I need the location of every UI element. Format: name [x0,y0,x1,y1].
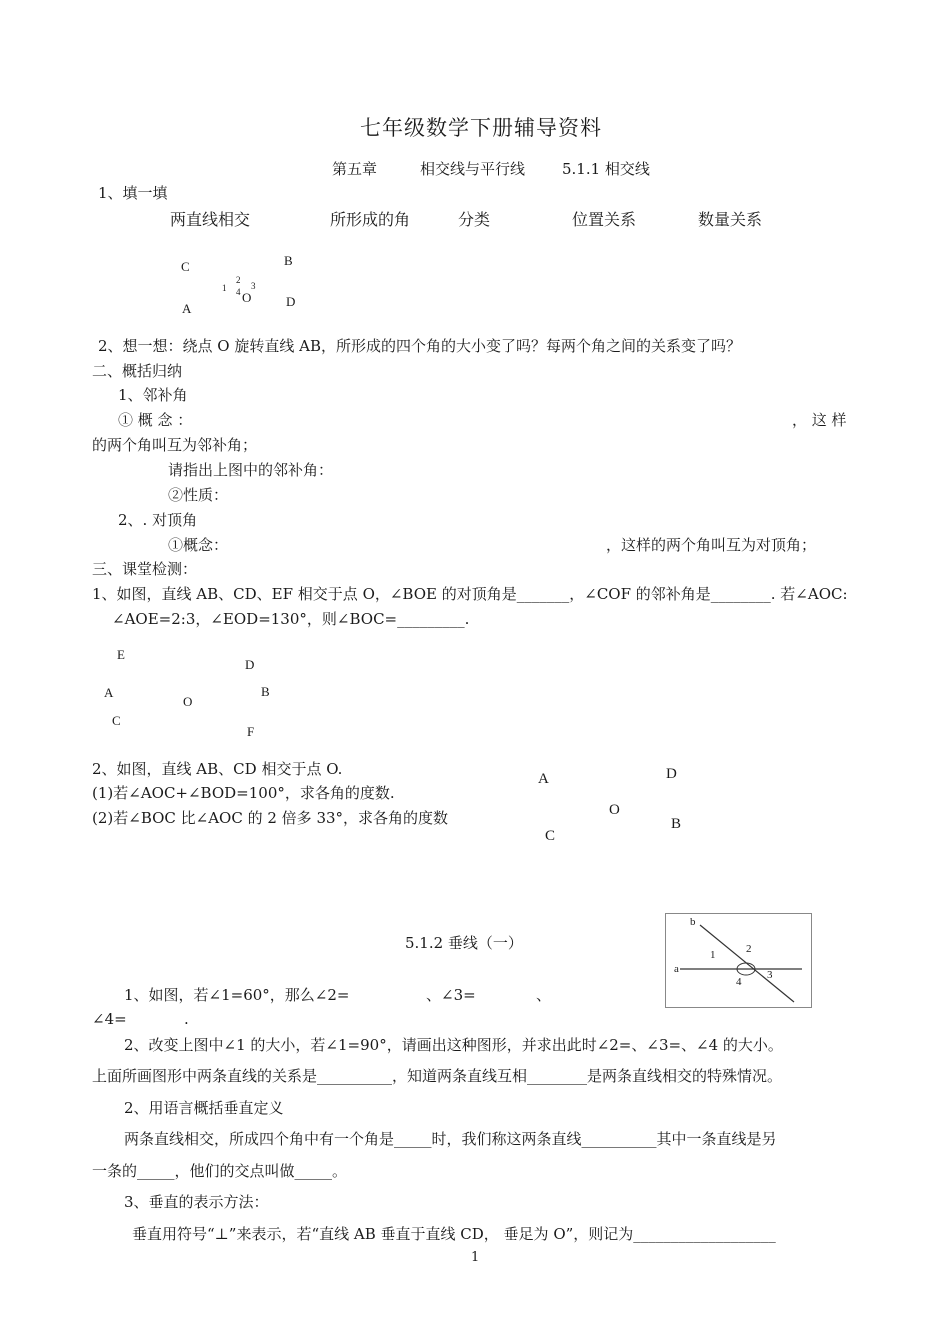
section-title: 5.1.1 相交线 [562,160,650,178]
adjacent-concept: ① 概 念 ： [118,411,193,429]
section-heading: 二、概括归纳 [92,362,183,380]
point-label: O [183,694,193,709]
point-label: C [112,713,121,728]
line-label: b [690,916,696,928]
page-number: 1 [471,1250,480,1265]
vertical-heading: 2、. 对顶角 [118,511,198,529]
adjacent-point-out: 请指出上图中的邻补角： [168,461,334,479]
question-2-line2: (1)若∠AOC+∠BOD=100°，求各角的度数. [92,784,395,802]
section-heading: 三、课堂检测： [92,560,198,578]
point-label: A [104,685,114,700]
perp-question-2-line2: 上面所画图形中两条直线的关系是__________，知道两条直线互相________是两条直线相交的特殊情况。 [92,1067,783,1085]
angle-label: 3 [767,969,773,981]
figure-perpendicular [665,913,812,1008]
question-1-line1: 1、如图，直线 AB、CD、EF 相交于点 O，∠BOE 的对顶角是_______，∠COF 的邻补角是________. 若∠AOC: [92,585,848,603]
fill-heading: 1、填一填 [98,184,168,202]
page-title: 七年级数学下册辅导资料 [360,116,602,140]
angle-label: 4 [236,287,241,297]
point-label: B [671,816,682,832]
vertical-concept-tail: ，这样的两个角叫互为对顶角； [606,536,817,554]
adjacent-property: ②性质： [168,486,229,504]
column-header: 分类 [458,210,491,229]
chapter-number: 第五章 [332,160,378,178]
perp-question-1c: 、 [536,986,552,1004]
angle-label: 2 [746,943,752,955]
vertical-concept: ①概念： [168,536,229,554]
section-title: 5.1.2 垂线（一） [405,934,523,952]
column-header: 两直线相交 [170,210,251,229]
question-2-line3: (2)若∠BOC 比∠AOC 的 2 倍多 33°，求各角的度数 [92,809,449,827]
adjacent-concept-tail: ， 这 样 [792,411,847,429]
point-label: A [538,771,549,787]
point-label: A [182,301,192,316]
perp-question-1b: 、∠3= [426,986,476,1004]
angle-label: 3 [251,281,256,291]
column-header: 位置关系 [572,210,637,229]
point-label: F [247,724,255,739]
point-label: C [545,828,556,844]
perp-question-1e: . [184,1010,189,1028]
adjacent-concept-line2: 的两个角叫互为邻补角； [92,436,258,454]
angle-label: 4 [736,976,742,988]
question-2-line1: 2、如图，直线 AB、CD 相交于点 O. [92,760,343,778]
point-label: B [261,684,270,699]
definition-line2: 一条的_____，他们的交点叫做_____。 [92,1162,348,1180]
perp-question-2-line1: 2、改变上图中∠1 的大小，若∠1=90°，请画出这种图形，并求出此时∠2=、∠3=、∠4 的大小。 [124,1036,783,1054]
point-label: D [245,657,255,672]
line-label: a [674,963,679,975]
point-label: C [181,259,190,274]
think-question: 2、想一想：绕点 O 旋转直线 AB，所形成的四个角的大小变了吗？每两个角之间的关系变了吗？ [98,337,742,355]
definition-line1: 两条直线相交，所成四个角中有一个角是_____时，我们称这两条直线__________其中一条直线是另 [124,1130,777,1148]
perp-question-1a: 1、如图，若∠1=60°，那么∠2= [124,986,350,1004]
perp-question-1d: ∠4= [92,1010,127,1028]
point-label: D [666,766,677,782]
chapter-name: 相交线与平行线 [420,160,526,178]
point-label: O [242,290,252,305]
notation-line: 垂直用符号“⊥”来表示，若“直线 AB 垂直于直线 CD， 垂足为 O”，则记为___________________ [132,1225,776,1243]
column-header: 数量关系 [698,210,763,229]
angle-label: 1 [710,949,716,961]
notation-heading: 3、垂直的表示方法： [124,1193,269,1211]
angle-label: 1 [222,283,227,293]
point-label: E [117,647,125,662]
definition-heading: 2、用语言概括垂直定义 [124,1099,284,1117]
point-label: B [284,253,293,268]
point-label: O [609,802,620,818]
question-1-line2: ∠AOE=2:3，∠EOD=130°，则∠BOC=_________. [112,610,470,628]
column-header: 所形成的角 [330,210,411,229]
figure-lines [666,914,811,1007]
angle-label: 2 [236,275,241,285]
adjacent-heading: 1、邻补角 [118,386,188,404]
point-label: D [286,294,296,309]
